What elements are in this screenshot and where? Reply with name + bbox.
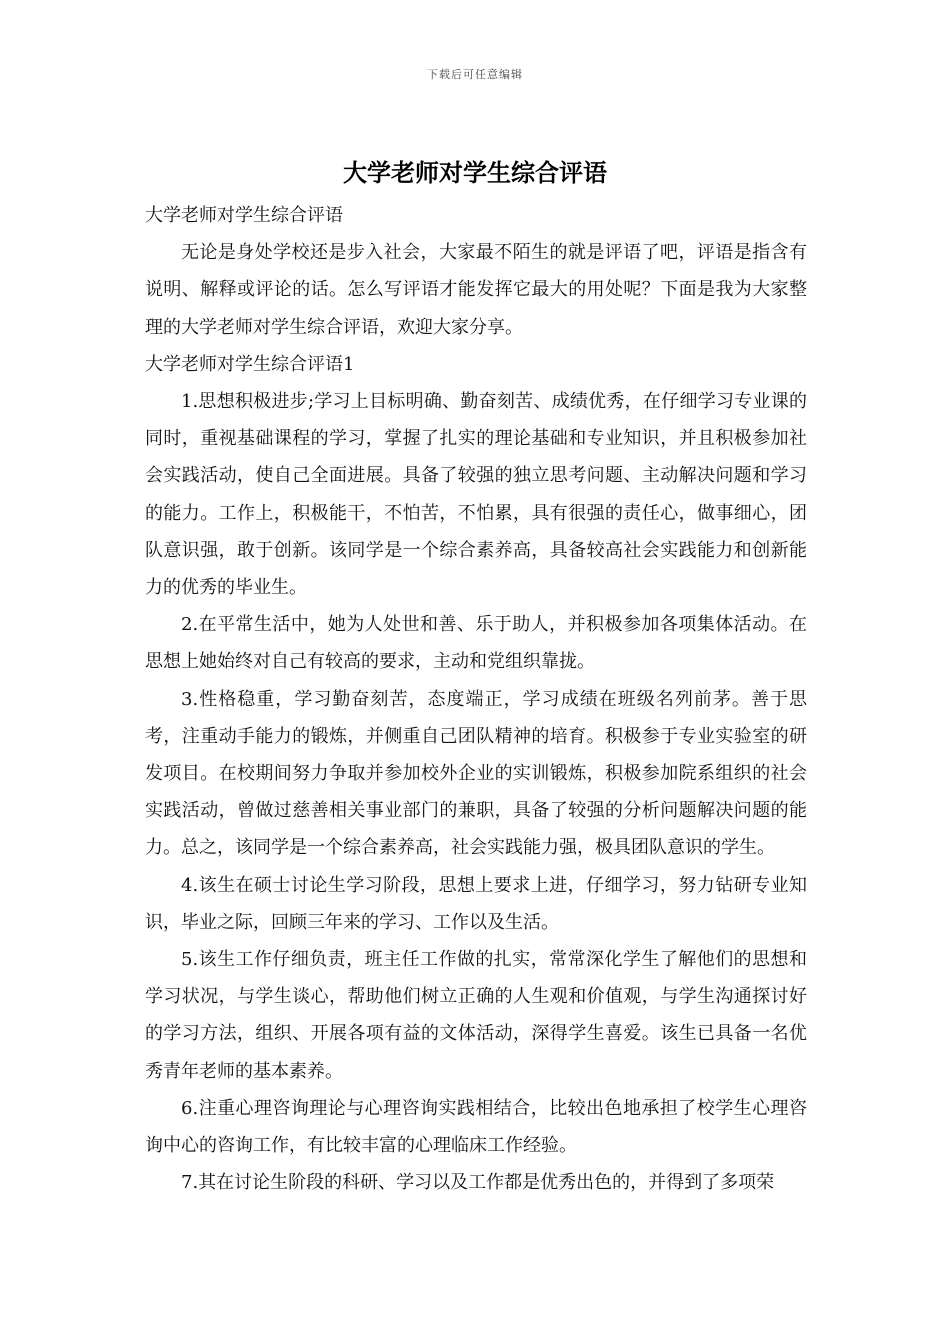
header-note: 下载后可任意编辑 xyxy=(427,68,523,81)
document-subtitle: 大学老师对学生综合评语 xyxy=(145,205,343,226)
comment-item-2: 2.在平常生活中，她为人处世和善、乐于助人，并积极参加各项集体活动。在思想上她始终对自己有较高的要求，主动和党组织靠拢。 xyxy=(145,614,807,673)
comment-item-6: 6.注重心理咨询理论与心理咨询实践相结合，比较出色地承担了校学生心理咨询中心的咨询工作，有比较丰富的心理临床工作经验。 xyxy=(145,1097,807,1157)
comment-item-5: 5.该生工作仔细负责，班主任工作做的扎实，常常深化学生了解他们的思想和学习状况，与学生谈心，帮助他们树立正确的人生观和价值观，与学生沟通探讨好的学习方法，组织、开展各项有益的文体活动，深得学生喜爱。该生已具备一名优秀青年老师的基本素养。 xyxy=(145,949,807,1082)
comment-item-1: 1.思想积极进步;学习上目标明确、勤奋刻苦、成绩优秀，在仔细学习专业课的同时，重视基础课程的学习，掌握了扎实的理论基础和专业知识，并且积极参加社会实践活动，使自己全面进展。具备了较强的独立思考问题、主动解决问题和学习的能力。工作上，积极能干，不怕苦，不怕累，具有很强的责任心，做事细心，团队意识强，敢于创新。该同学是一个综合素养高，具备较高社会实践能力和创新能力的优秀的毕业生。 xyxy=(145,391,807,599)
section-heading: 大学老师对学生综合评语1 xyxy=(145,353,355,375)
document-body xyxy=(145,197,807,1201)
intro-paragraph: 无论是身处学校还是步入社会，大家最不陌生的就是评语了吧，评语是指含有说明、解释或评论的话。怎么写评语才能发挥它最大的用处呢？下面是我为大家整理的大学老师对学生综合评语，欢迎大家分享。 xyxy=(145,242,807,338)
comment-item-3: 3.性格稳重，学习勤奋刻苦，态度端正，学习成绩在班级名列前茅。善于思考，注重动手能力的锻炼，并侧重自己团队精神的培育。积极参于专业实验室的研发项目。在校期间努力争取并参加校外企业的实训锻炼，积极参加院系组织的社会实践活动，曾做过慈善相关事业部门的兼职，具备了较强的分析问题解决问题的能力。总之，该同学是一个综合素养高，社会实践能力强，极具团队意识的学生。 xyxy=(145,688,807,859)
comment-item-7: 7.其在讨论生阶段的科研、学习以及工作都是优秀出色的，并得到了多项荣 xyxy=(181,1172,775,1194)
comment-item-4: 4.该生在硕士讨论生学习阶段，思想上要求上进，仔细学习，努力钻研专业知识，毕业之际，回顾三年来的学习、工作以及生活。 xyxy=(145,874,807,933)
document-title: 大学老师对学生综合评语 xyxy=(343,158,607,187)
